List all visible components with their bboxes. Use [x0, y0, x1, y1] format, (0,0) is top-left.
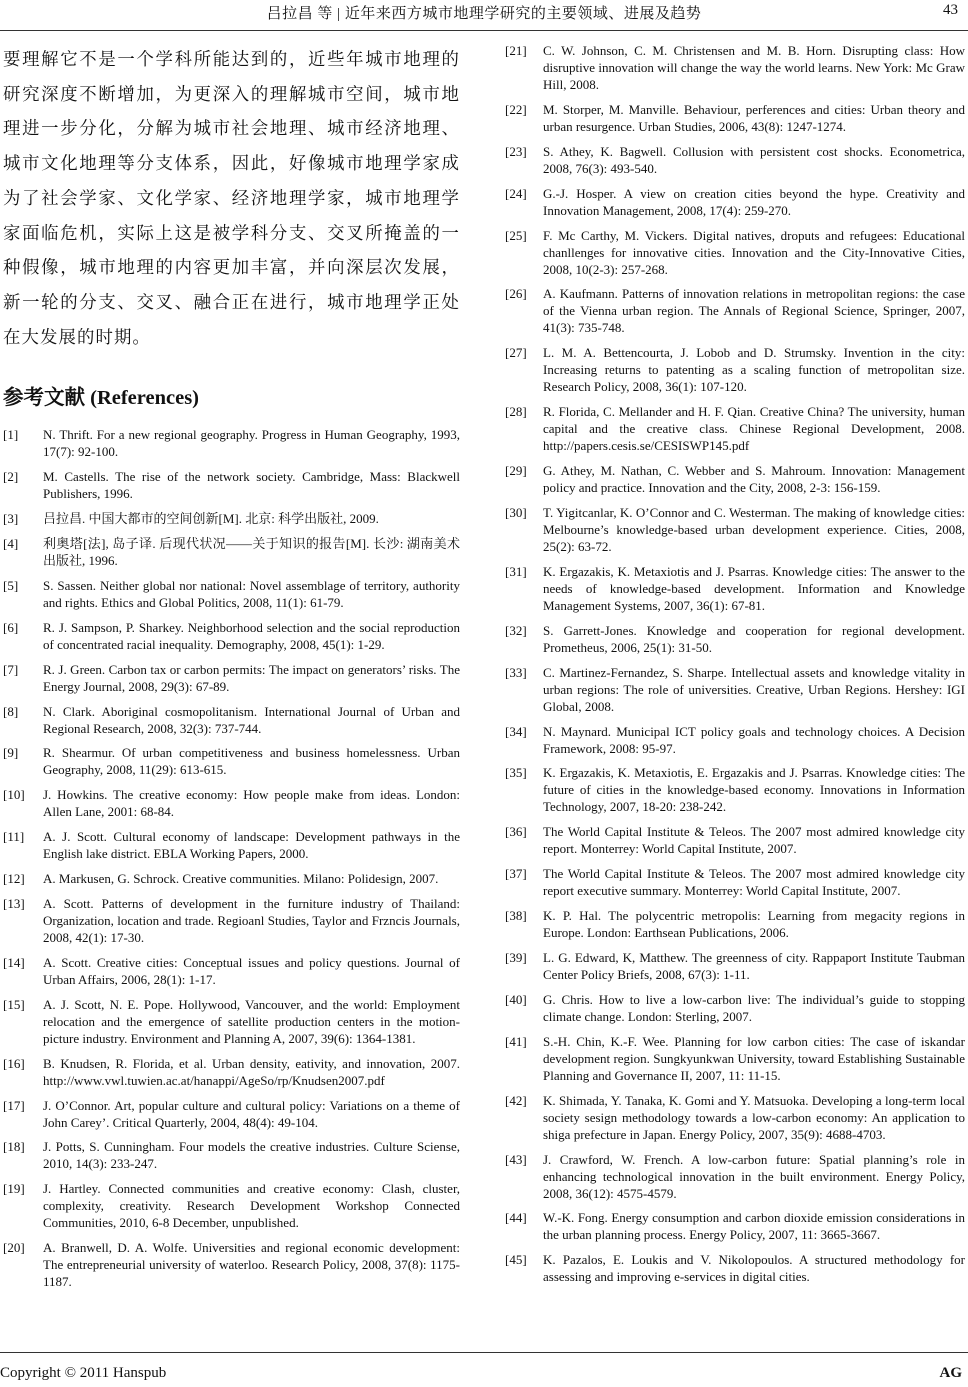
reference-text: The World Capital Institute & Teleos. The 2007 most admired knowledge city report. Monterrey: World Capital Institute, 2007. — [543, 824, 965, 857]
reference-item — [3, 619, 460, 653]
reference-number: [23] — [505, 143, 527, 159]
reference-number: [40] — [505, 991, 527, 1007]
reference-text: K. Ergazakis, K. Metaxiotis and J. Psarras. Knowledge cities: The answer to the needs of knowledge-based development. Information and Knowledge Management Systems, 2007, 36(1): 67-81. — [543, 563, 965, 613]
reference-number: [1] — [3, 427, 19, 443]
reference-text: W.-K. Fong. Energy consumption and carbon dioxide emission considerations in the urban planning process. Energy Policy, 2007, 11: 3665-3667. — [543, 1210, 965, 1243]
reference-text: S. Athey, K. Bagwell. Collusion with persistent cost shocks. Econometrica, 2008, 76(3): 493-540. — [543, 143, 965, 176]
reference-item — [505, 403, 965, 454]
reference-item — [505, 865, 965, 899]
reference-item — [505, 949, 965, 983]
reference-number: [6] — [3, 619, 19, 635]
reference-number: [28] — [505, 404, 527, 420]
reference-item — [3, 954, 460, 988]
reference-item — [505, 622, 965, 656]
reference-item — [3, 1138, 460, 1172]
reference-text: J. Potts, S. Cunningham. Four models the creative industries. Culture Sciense, 2010, 14(3): 233-247. — [43, 1139, 460, 1172]
reference-number: [21] — [505, 43, 527, 58]
reference-text: A. J. Scott, N. E. Pope. Hollywood, Vancouver, and the world: Employment relocation and the emergence of satellite production centers in the motion-picture industry. Environment and Planning A, 2007, 39(6): 1364-1381. — [43, 996, 460, 1046]
reference-text: K. Shimada, Y. Tanaka, K. Gomi and Y. Matsuoka. Developing a long-term local society sesign methodology towards a low-carbon economy: An application to shiga prefecture in Japan. Energy Policy, 2007, 35(9): 4688-4703. — [543, 1092, 965, 1142]
reference-text: K. P. Hal. The polycentric metropolis: Learning from megacity regions in Europe. London: Earthsean Publications, 2006. — [543, 908, 965, 941]
reference-number: [18] — [3, 1139, 25, 1155]
reference-text: 利奥塔[法], 岛子译. 后现代状况——关于知识的报告[M]. 长沙: 湖南美术出版社, 1996. — [43, 536, 460, 568]
reference-item — [505, 1209, 965, 1243]
reference-text: S. Garrett-Jones. Knowledge and cooperation for regional development. Prometheus, 2006, 25(1): 31-50. — [543, 622, 965, 655]
reference-item — [505, 462, 965, 496]
reference-number: [29] — [505, 463, 527, 479]
reference-number: [26] — [505, 286, 527, 302]
reference-item — [505, 991, 965, 1025]
right-column — [505, 42, 965, 1293]
reference-item — [3, 1055, 460, 1089]
reference-item — [505, 42, 965, 93]
page-number: 43 — [943, 2, 958, 18]
reference-text: L. G. Edward, K, Matthew. The greenness of city. Rappaport Institute Taubman Center Policy Briefs, 2008, 67(3): 1-11. — [543, 950, 965, 983]
reference-text: T. Yigitcanlar, K. O’Connor and C. Westerman. The making of knowledge cities: Melbourne’s knowledge-based urban development experience. Cities, 2008, 25(2): 63-72. — [543, 505, 965, 555]
reference-text: N. Clark. Aboriginal cosmopolitanism. International Journal of Urban and Regional Research, 2008, 32(3): 737-744. — [43, 703, 460, 736]
reference-item — [3, 426, 460, 460]
reference-text: R. J. Sampson, P. Sharkey. Neighborhood selection and the social reproduction of concentrated racial inequality. Demography, 2008, 45(1): 1-29. — [43, 619, 460, 652]
reference-text: 吕拉昌. 中国大都市的空间创新[M]. 北京: 科学出版社, 2009. — [43, 511, 379, 527]
reference-number: [14] — [3, 954, 25, 970]
reference-number: [10] — [3, 787, 25, 803]
reference-number: [5] — [3, 577, 19, 593]
reference-item — [3, 1180, 460, 1231]
reference-item — [3, 786, 460, 820]
reference-text: The World Capital Institute & Teleos. The 2007 most admired knowledge city report executive summary. Monterrey: World Capital Institute, 2007. — [543, 866, 965, 899]
reference-number: [36] — [505, 824, 527, 840]
reference-number: [41] — [505, 1033, 527, 1049]
reference-number: [19] — [3, 1181, 25, 1197]
reference-item — [505, 723, 965, 757]
reference-text: A. Scott. Creative cities: Conceptual issues and policy questions. Journal of Urban Affairs, 2006, 28(1): 1-17. — [43, 954, 460, 987]
reference-list-left — [3, 426, 460, 1290]
reference-text: J. Howkins. The creative economy: How people make from ideas. London: Allen Lane, 2001: 68-84. — [43, 787, 460, 820]
page-header — [0, 0, 968, 31]
reference-item — [3, 996, 460, 1047]
reference-number: [43] — [505, 1151, 527, 1167]
reference-item — [505, 344, 965, 395]
reference-item — [3, 744, 460, 778]
reference-item — [505, 563, 965, 614]
reference-text: A. Kaufmann. Patterns of innovation relations in metropolitan regions: the case of the Vienna urban region. The Annals of Regional Science, Springer, 2007, 41(3): 735-748. — [543, 286, 965, 336]
reference-number: [32] — [505, 622, 527, 638]
reference-number: [24] — [505, 185, 527, 201]
reference-text: C. W. Johnson, C. M. Christensen and M. B. Horn. Disrupting class: How disruptive innovation will change the way the world learns. New York: Mc Graw Hill, 2008. — [543, 43, 965, 92]
reference-item — [505, 1251, 965, 1285]
reference-number: [37] — [505, 866, 527, 882]
reference-text: R. J. Green. Carbon tax or carbon permits: The impact on generators’ risks. The Energy Journal, 2008, 29(3): 67-89. — [43, 661, 460, 694]
reference-item — [3, 828, 460, 862]
reference-number: [12] — [3, 871, 25, 887]
reference-item — [505, 143, 965, 177]
left-column — [3, 42, 460, 1298]
reference-item — [505, 285, 965, 336]
reference-number: [4] — [3, 536, 19, 551]
reference-number: [11] — [3, 829, 25, 845]
reference-item — [505, 823, 965, 857]
reference-text: R. Florida, C. Mellander and H. F. Qian. Creative China? The university, human capital and the creative class. Chinese Regional Development, 2008. http://papers.cesis.se/CESISWP145.pdf — [543, 404, 965, 454]
references-heading: 参考文献 (References) — [3, 387, 200, 410]
reference-text: L. M. A. Bettencourta, J. Lobob and D. Strumsky. Invention in the city: Increasing returns to patenting as a scaling function of metropolitan size. Research Policy, 2008, 36(1): 107-120. — [543, 345, 965, 395]
reference-item — [505, 764, 965, 815]
reference-text: F. Mc Carthy, M. Vickers. Digital natives, droputs and refugees: Educational chanllenges for innovative cities. Innovation and the City-Innovative Cities, 2008, 10(2-3): 257-268. — [543, 227, 965, 277]
reference-number: [2] — [3, 469, 19, 485]
reference-item — [505, 504, 965, 555]
reference-number: [8] — [3, 703, 19, 719]
reference-text: G. Athey, M. Nathan, C. Webber and S. Mahroum. Innovation: Management policy and practice. Innovation and the City, 2008, 2-3: 156-159. — [543, 463, 965, 496]
reference-item — [3, 661, 460, 695]
reference-text: N. Maynard. Municipal ICT policy goals and technology choices. A Decision Framework, 2008: 95-97. — [543, 723, 965, 756]
reference-item — [505, 1033, 965, 1084]
reference-number: [7] — [3, 661, 19, 677]
reference-text: R. Shearmur. Of urban competitiveness and business homelessness. Urban Geography, 2008, 11(29): 613-615. — [43, 745, 460, 778]
reference-item — [3, 468, 460, 502]
reference-number: [9] — [3, 745, 19, 761]
reference-text: M. Storper, M. Manville. Behaviour, perferences and cities: Urban theory and urban resurgence. Urban Studies, 2006, 43(8): 1247-1274. — [543, 101, 965, 134]
reference-item — [505, 101, 965, 135]
reference-item — [3, 510, 460, 527]
reference-text: G.-J. Hosper. A view on creation cities beyond the hype. Creativity and Innovation Management, 2008, 17(4): 259-270. — [543, 185, 965, 218]
reference-number: [15] — [3, 996, 25, 1012]
reference-number: [25] — [505, 227, 527, 243]
reference-number: [13] — [3, 896, 25, 912]
reference-text: K. Ergazakis, K. Metaxiotis, E. Ergazakis and J. Psarras. Knowledge cities: The future of cities in the knowledge-based economy. Innovations in Information Technology, 2007, 18-20: 238-242. — [543, 765, 965, 815]
reference-text: G. Chris. How to live a low-carbon live: The individual’s guide to stopping climate change. London: Sterling, 2007. — [543, 991, 965, 1024]
reference-number: [34] — [505, 723, 527, 739]
body-paragraph: 要理解它不是一个学科所能达到的，近些年城市地理的研究深度不断增加，为更深入的理解城市空间，城市地理进一步分化，分解为城市社会地理、城市经济地理、城市文化地理等分支体系，因此，好像城市地理学家成为了社会学家、文化学家、经济地理学家，城市地理学家面临危机，实际上这是被学科分支、交叉所掩盖的一种假像，城市地理的内容更加丰富，并向深层次发展，新一轮的分支、交叉、融合正在进行，城市地理学正处在大发展的时期。 — [3, 49, 460, 347]
reference-item — [3, 577, 460, 611]
reference-number: [27] — [505, 345, 527, 361]
reference-text: A. Branwell, D. A. Wolfe. Universities and regional economic development: The entrepreneurial university of waterloo. Research Policy, 2008, 37(8): 1175-1187. — [43, 1240, 460, 1290]
reference-item — [505, 907, 965, 941]
reference-number: [3] — [3, 511, 19, 527]
reference-text: B. Knudsen, R. Florida, et al. Urban density, eativity, and innovation, 2007. http://www.vwl.tuwien.ac.at/hanappi/AgeSo/rp/Knudsen2007.pdf — [43, 1055, 460, 1088]
reference-number: [33] — [505, 664, 527, 680]
reference-number: [38] — [505, 908, 527, 924]
reference-list-right — [505, 42, 965, 1285]
reference-text: N. Thrift. For a new regional geography. Progress in Human Geography, 1993, 17(7): 92-100. — [43, 427, 460, 460]
reference-number: [39] — [505, 950, 527, 966]
reference-item — [3, 703, 460, 737]
reference-number: [22] — [505, 101, 527, 117]
reference-number: [44] — [505, 1210, 527, 1226]
copyright-notice: Copyright © 2011 Hanspub — [0, 1365, 167, 1381]
reference-text: C. Martinez-Fernandez, S. Sharpe. Intellectual assets and knowledge vitality in urban regions: The role of universities. Creative, Urban Regions. Hershey: IGI Global, 2008. — [543, 664, 965, 714]
page-footer — [0, 1352, 968, 1387]
reference-item — [3, 535, 460, 569]
reference-text: J. Crawford, W. French. A low-carbon future: Spatial planning’s role in enhancing technological innovation in the built environment. Energy Policy, 2008, 36(12): 4575-4579. — [543, 1151, 965, 1201]
reference-number: [35] — [505, 765, 527, 781]
reference-item — [3, 1097, 460, 1131]
reference-text: A. Markusen, G. Schrock. Creative communities. Milano: Polidesign, 2007. — [43, 871, 439, 887]
reference-number: [20] — [3, 1240, 25, 1256]
reference-number: [31] — [505, 563, 527, 579]
reference-text: S. Sassen. Neither global nor national: Novel assemblage of territory, authority and rights. Ethics and Global Politics, 2008, 11(1): 61-79. — [43, 577, 460, 610]
reference-item — [505, 1151, 965, 1202]
reference-number: [42] — [505, 1092, 527, 1108]
reference-number: [17] — [3, 1097, 25, 1113]
reference-text: A. Scott. Patterns of development in the furniture industry of Thailand: Organization, location and trade. Regioanl Studies, Taylor and Frzncis Journals, 2008, 42(1): 17-30. — [43, 896, 460, 946]
reference-item — [505, 227, 965, 278]
reference-number: [30] — [505, 505, 527, 521]
reference-item — [3, 870, 460, 887]
reference-number: [16] — [3, 1055, 25, 1071]
reference-text: A. J. Scott. Cultural economy of landscape: Development pathways in the English lake district. EBLA Working Papers, 2000. — [43, 829, 460, 862]
reference-item — [3, 895, 460, 946]
reference-item — [505, 185, 965, 219]
reference-text: J. O’Connor. Art, popular culture and cultural policy: Variations on a theme of John Carey’. Critical Quarterly, 2004, 48(4): 49-104. — [43, 1097, 460, 1130]
reference-text: K. Pazalos, E. Loukis and V. Nikolopoulos. A structured methodology for assessing and improving e-services in digital cities. — [543, 1252, 965, 1285]
reference-item — [505, 664, 965, 715]
running-title: 吕拉昌 等 | 近年来西方城市地理学研究的主要领域、进展及趋势 — [266, 6, 702, 22]
reference-item — [3, 1239, 460, 1290]
reference-item — [505, 1092, 965, 1143]
reference-number: [45] — [505, 1252, 527, 1268]
reference-text: J. Hartley. Connected communities and creative economy: Clash, cluster, complexity, creativity. Research Development Workshop Connected Communities, 2010, 6-8 December, unpublished. — [43, 1181, 460, 1231]
reference-text: M. Castells. The rise of the network society. Cambridge, Mass: Blackwell Publishers, 1996. — [43, 469, 460, 502]
journal-code: AG — [939, 1365, 962, 1381]
reference-text: S.-H. Chin, K.-F. Wee. Planning for low carbon cities: The case of iskandar development region. Sungkyunkwan University, toward Establishing Sustainable Planning and Governance II, 2007, 11: 11-15. — [543, 1033, 965, 1083]
